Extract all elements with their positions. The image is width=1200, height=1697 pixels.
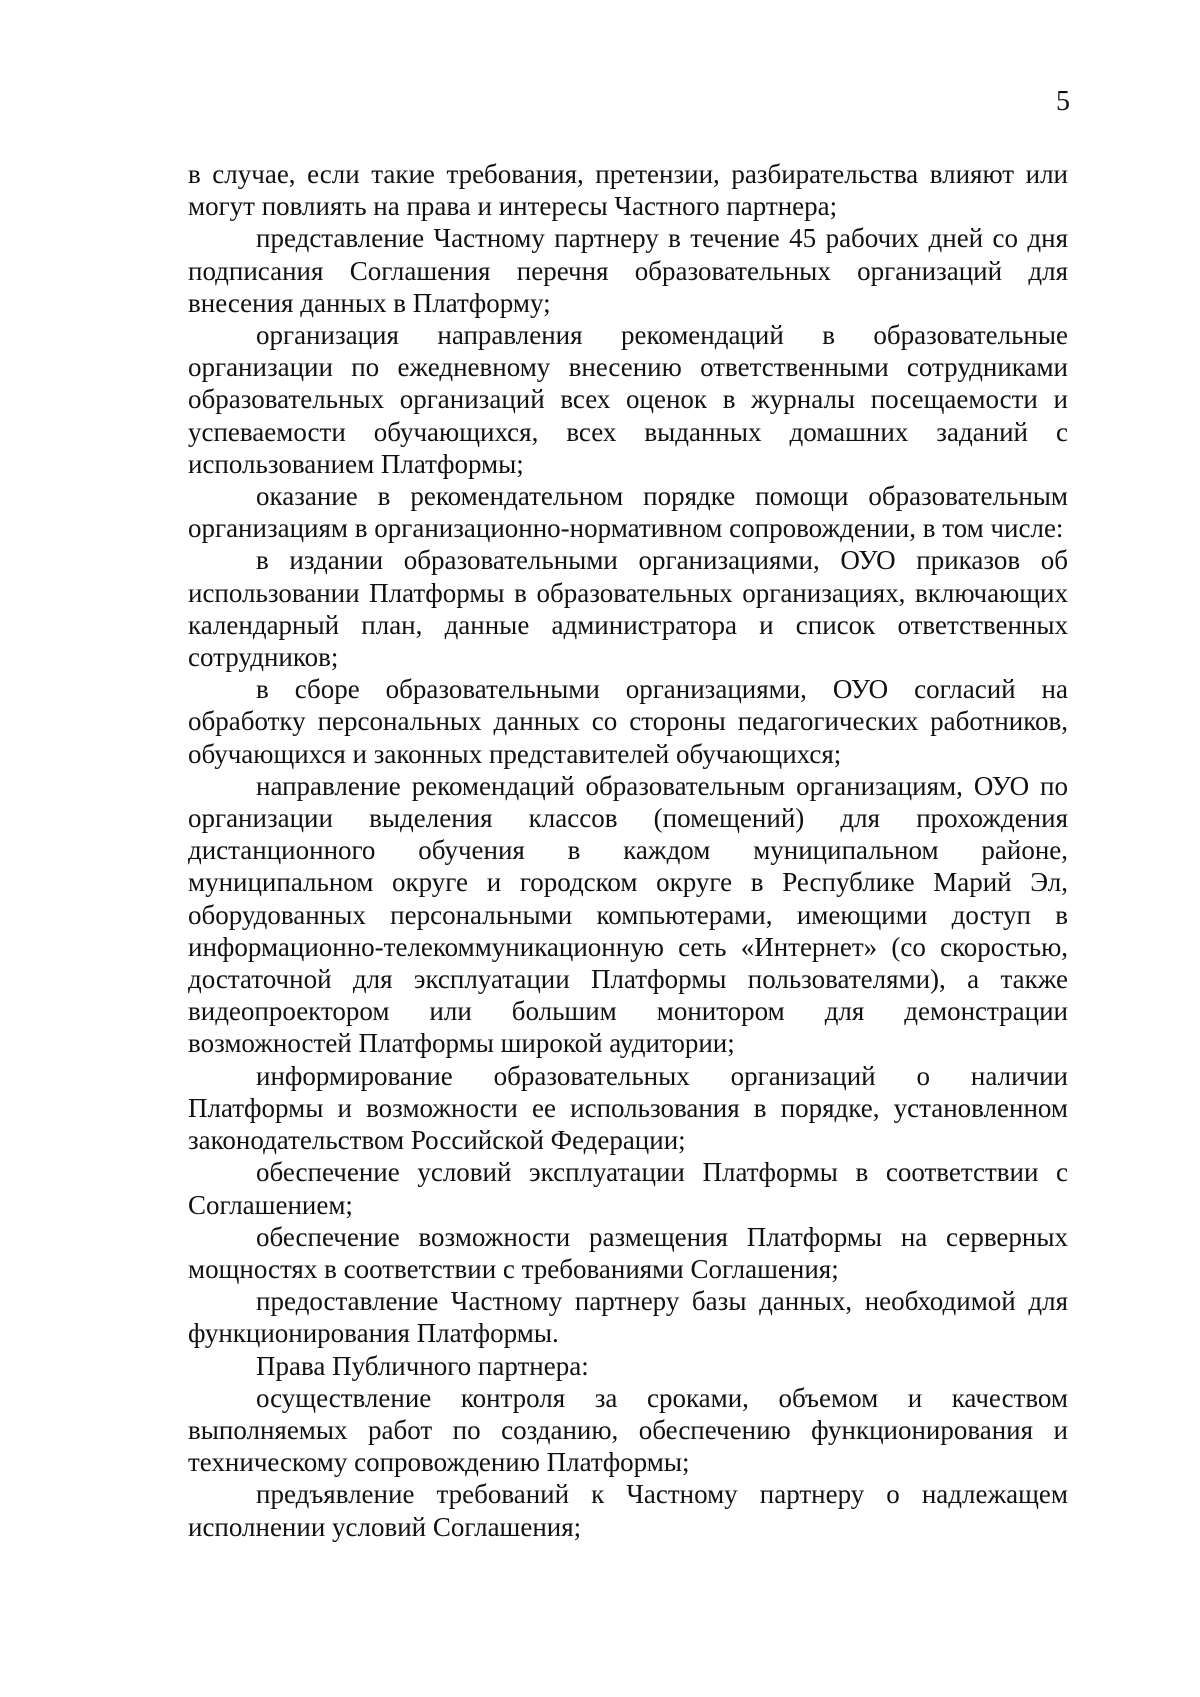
paragraph: в сборе образовательными организациями, ОУО согласий на обработку персональных данных со стороны педагогических работников, обучающихся и законных представителей обучающихся; xyxy=(188,674,1068,769)
paragraph: оказание в рекомендательном порядке помощи образовательным организациям в организационно-нормативном сопровождении, в том числе: xyxy=(188,481,1068,544)
paragraph: обеспечение условий эксплуатации Платформы в соответствии с Соглашением; xyxy=(188,1157,1068,1220)
paragraph: представление Частному партнеру в течение 45 рабочих дней со дня подписания Соглашения перечня образовательных организаций для внесения данных в Платформу; xyxy=(188,223,1068,318)
section-heading: Права Публичного партнера: xyxy=(256,1350,589,1381)
paragraph: обеспечение возможности размещения Платформы на серверных мощностях в соответствии с требованиями Соглашения; xyxy=(188,1221,1068,1284)
page-number: 5 xyxy=(1056,86,1070,117)
paragraph: осуществление контроля за сроками, объемом и качеством выполняемых работ по созданию, обеспечению функционирования и техническому сопровождению Платформы; xyxy=(188,1382,1068,1478)
document-body xyxy=(188,158,1068,1543)
paragraph: в издании образовательными организациями, ОУО приказов об использовании Платформы в образовательных организациях, включающих календарный план, данные администратора и список ответственных сотрудников; xyxy=(188,545,1068,673)
paragraph: предъявление требований к Частному партнеру о надлежащем исполнении условий Соглашения; xyxy=(188,1479,1068,1542)
paragraph: организация направления рекомендаций в образовательные организации по ежедневному внесению ответственными сотрудниками образовательных организаций всех оценок в журналы посещаемости и успеваемости обучающихся, всех выданных домашних заданий с использованием Платформы; xyxy=(188,320,1068,479)
paragraph: информирование образовательных организаций о наличии Платформы и возможности ее использования в порядке, установленном законодательством Российской Федерации; xyxy=(188,1060,1068,1156)
paragraph: в случае, если такие требования, претензии, разбирательства влияют или могут повлиять на права и интересы Частного партнера; xyxy=(188,159,1068,222)
paragraph: предоставление Частному партнеру базы данных, необходимой для функционирования Платформы. xyxy=(188,1286,1068,1349)
paragraph: направление рекомендаций образовательным организациям, ОУО по организации выделения классов (помещений) для прохождения дистанционного обучения в каждом муниципальном районе, муниципальном округе и городском округе в Республике Марий Эл, оборудованных персональными компьютерами, имеющими доступ в информационно-телекоммуникационную сеть «Интернет» (со скоростью, достаточной для эксплуатации Платформы пользователями), а также видеопроектором или большим монитором для демонстрации возможностей Платформы широкой аудитории; xyxy=(188,770,1068,1059)
